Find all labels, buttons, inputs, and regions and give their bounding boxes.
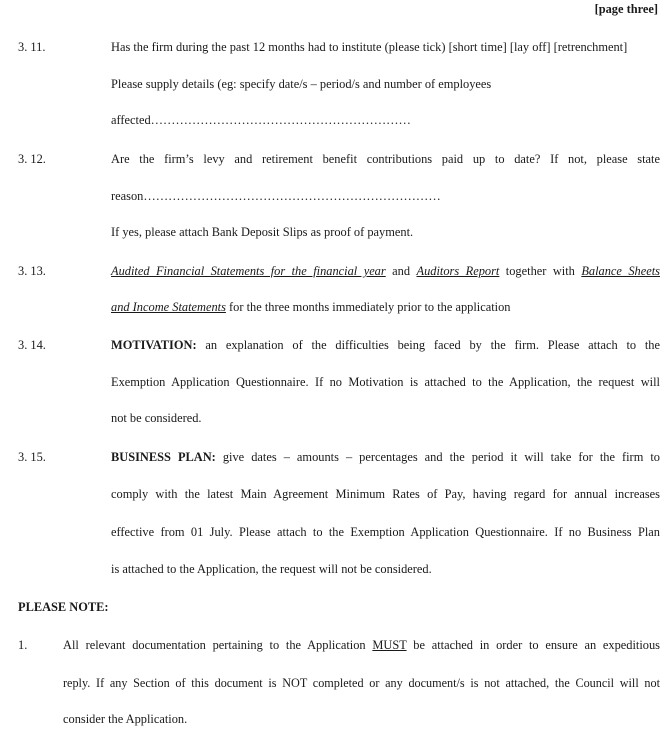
- item-line: [111, 338, 660, 353]
- balance-sheets-link[interactable]: Balance Sheets: [581, 264, 661, 278]
- income-statements-link[interactable]: and Income Statements: [111, 300, 226, 314]
- item-line: affected………………………………………………………: [111, 113, 411, 127]
- item-text: give dates – amounts – percentages and the period it will take for the firm to: [215, 450, 660, 464]
- connector-text: and: [385, 264, 417, 278]
- item-text: an explanation of the difficulties being faced by the firm. Please attach to the: [196, 338, 660, 352]
- note-number: 1.: [18, 638, 28, 652]
- financial-statements-link[interactable]: Audited Financial Statements for the financial year: [111, 264, 386, 278]
- please-note-heading: PLEASE NOTE:: [18, 600, 109, 614]
- item-number: 3. 13.: [18, 264, 46, 278]
- item-line: [111, 300, 511, 315]
- note-line: consider the Application.: [63, 712, 188, 726]
- auditors-report-link[interactable]: Auditors Report: [416, 264, 500, 278]
- item-number: 3. 12.: [18, 152, 46, 166]
- item-line: comply with the latest Main Agreement Minimum Rates of Pay, having regard for annual increases: [111, 487, 660, 501]
- item-line: is attached to the Application, the request will not be considered.: [111, 562, 432, 576]
- item-line: Exemption Application Questionnaire. If no Motivation is attached to the Application, the request will: [111, 375, 660, 389]
- item-line: not be considered.: [111, 411, 202, 425]
- item-text: for the three months immediately prior to the application: [225, 300, 511, 314]
- must-emphasis: MUST: [372, 638, 407, 652]
- page-label: [page three]: [594, 2, 658, 16]
- item-number: 3. 11.: [18, 40, 46, 54]
- item-line: effective from 01 July. Please attach to the Exemption Application Questionnaire. If no Business Plan: [111, 525, 660, 539]
- item-number: 3. 15.: [18, 450, 46, 464]
- note-text: All relevant documentation pertaining to the Application: [63, 638, 373, 652]
- item-number: 3. 14.: [18, 338, 46, 352]
- connector-text: together with: [499, 264, 582, 278]
- item-line: Please supply details (eg: specify date/s – period/s and number of employees: [111, 77, 492, 91]
- item-line: [111, 264, 660, 279]
- item-line: Has the firm during the past 12 months had to institute (please tick) [short time] [lay off] [retrenchment]: [111, 40, 628, 54]
- business-plan-heading: BUSINESS PLAN:: [111, 450, 216, 464]
- note-line: reply. If any Section of this document is NOT completed or any document/s is not attached, the Council will not: [63, 676, 660, 690]
- note-line: [63, 638, 660, 653]
- item-line: If yes, please attach Bank Deposit Slips as proof of payment.: [111, 225, 414, 239]
- note-text: be attached in order to ensure an expeditious: [406, 638, 660, 652]
- item-line: [111, 450, 660, 465]
- item-line: reason………………………………………………………………: [111, 189, 441, 203]
- motivation-heading: MOTIVATION:: [111, 338, 197, 352]
- item-line: Are the firm’s levy and retirement benefit contributions paid up to date? If not, please state: [111, 152, 660, 166]
